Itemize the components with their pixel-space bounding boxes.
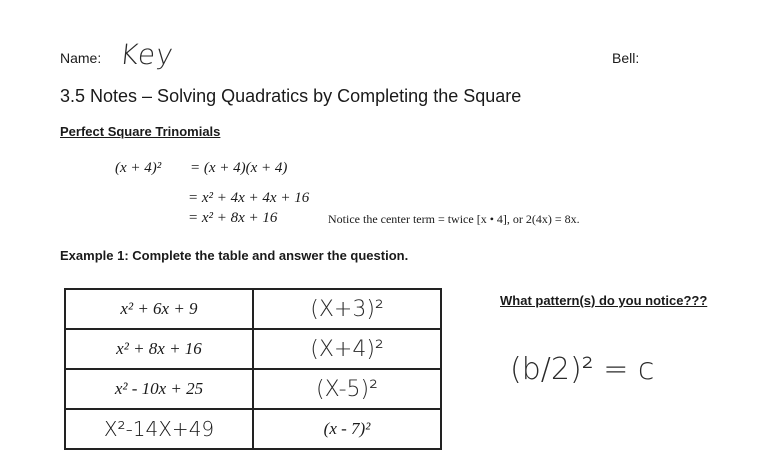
table-row — [65, 289, 441, 329]
table-cell-factored: (X+3)² — [253, 289, 441, 329]
table-row — [65, 329, 441, 369]
bell-label: Bell: — [612, 50, 640, 66]
table-cell-factored: (X-5)² — [253, 369, 441, 409]
table-cell-trinomial: X²-14X+49 — [65, 409, 253, 449]
pattern-answer: (b/2)² = c — [510, 352, 655, 387]
table-row — [65, 369, 441, 409]
trinomial-table — [64, 288, 442, 450]
table-cell-factored: (x - 7)² — [253, 409, 441, 449]
section-heading: Perfect Square Trinomials — [60, 124, 221, 139]
notice-text: Notice the center term = twice [x • 4], or 2(4x) = 8x. — [328, 212, 580, 226]
table-cell-trinomial: x² + 8x + 16 — [65, 329, 253, 369]
example-heading: Example 1: Complete the table and answer the question. — [60, 248, 409, 263]
table-cell-factored: (X+4)² — [253, 329, 441, 369]
name-label: Name: — [60, 50, 102, 66]
equation-line2: = x² + 4x + 4x + 16 — [188, 190, 310, 206]
name-value: Key — [118, 38, 176, 71]
equation-line3: = x² + 8x + 16 — [188, 210, 278, 226]
pattern-question: What pattern(s) do you notice??? — [500, 293, 708, 308]
table-cell-trinomial: x² - 10x + 25 — [65, 369, 253, 409]
table-cell-trinomial: x² + 6x + 9 — [65, 289, 253, 329]
page-title: 3.5 Notes – Solving Quadratics by Completing the Square — [60, 86, 522, 106]
table-row — [65, 409, 441, 449]
equation-line1-right: = (x + 4)(x + 4) — [190, 160, 288, 176]
equation-line1-left: (x + 4)² — [115, 160, 162, 176]
